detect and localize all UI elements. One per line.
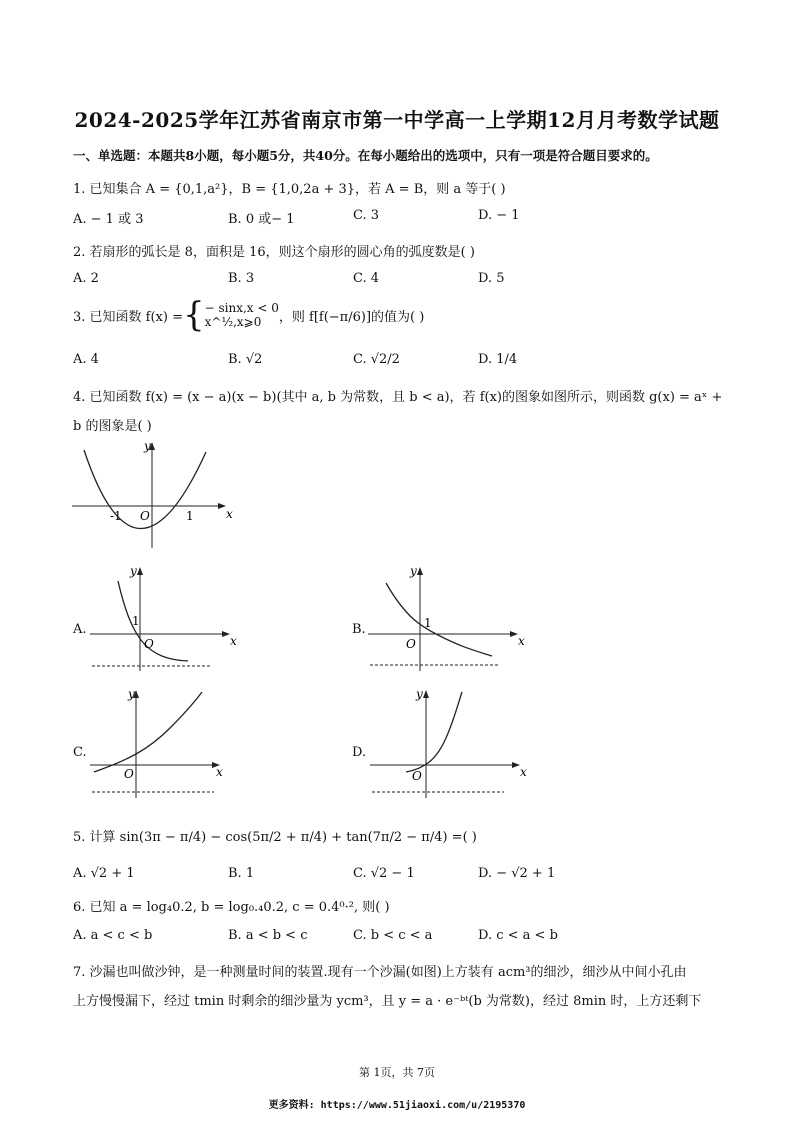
graph-b [366, 563, 526, 673]
root-1-label: 1 [186, 509, 194, 523]
y-label: y [416, 687, 423, 701]
x-label: x [226, 507, 233, 521]
y-label: y [144, 439, 151, 453]
option-c: C. 4 [353, 271, 380, 286]
x-label: x [520, 765, 527, 779]
option-b: B. 0 或− 1 [228, 212, 295, 227]
x-label: x [230, 634, 237, 648]
question-4-stem-cont: b 的图象是( ) [73, 419, 152, 434]
intercept-label: 1 [424, 616, 432, 630]
piece-2: x^½,x⩾0 [204, 315, 262, 329]
page-footer: 第 1页，共 7页 [359, 1066, 435, 1079]
option-b: B. 1 [228, 866, 255, 881]
x-arrow-icon [222, 631, 230, 637]
graph-b-label: B. [352, 622, 366, 637]
graph-d-label: D. [352, 745, 367, 760]
page-title: 2024-2025学年江苏省南京市第一中学高一上学期12月月考数学试题 [74, 108, 720, 132]
root-neg1-label: -1 [110, 509, 122, 523]
x-arrow-icon [218, 503, 226, 509]
origin-label: O [144, 637, 154, 651]
origin-label: O [140, 509, 150, 523]
option-a: A. − 1 或 3 [73, 212, 144, 227]
option-b: B. a < b < c [228, 928, 308, 943]
brace-glyph: { [182, 295, 205, 335]
more-resources-link[interactable]: 更多资料: https://www.51jiaoxi.com/u/2195370 [268, 1100, 526, 1111]
y-arrow-icon [417, 567, 423, 575]
option-c: C. √2/2 [353, 352, 400, 367]
x-arrow-icon [510, 631, 518, 637]
piecewise-definition [205, 301, 279, 329]
y-label: y [130, 564, 137, 578]
question-7-stem: 7. 沙漏也叫做沙钟，是一种测量时间的装置.现有一个沙漏(如图)上方装有 acm³的细沙，细沙从中间小孔由 [73, 965, 687, 980]
question-3-suffix: ，则 f[f(−π/6)]的值为( ) [278, 309, 425, 325]
origin-label: O [406, 637, 416, 651]
option-a: A. √2 + 1 [73, 866, 135, 881]
question-3-stem [73, 295, 425, 335]
y-arrow-icon [423, 690, 429, 698]
curve-b [386, 583, 492, 656]
question-5-stem: 5. 计算 sin(3π − π/4) − cos(5π/2 + π/4) + tan(7π/2 − π/4) =( ) [73, 830, 477, 845]
option-b: B. 3 [228, 271, 255, 286]
option-c: C. 3 [353, 208, 380, 223]
option-d: D. − 1 [478, 208, 520, 223]
option-d: D. 1/4 [478, 352, 518, 367]
option-d: D. − √2 + 1 [478, 866, 556, 881]
y-label: y [128, 687, 135, 701]
question-7-stem-cont: 上方慢慢漏下，经过 tmin 时剩余的细沙量为 ycm³，且 y = a · e⁻ᵇᵗ(b 为常数)，经过 8min 时，上方还剩下 [73, 994, 702, 1009]
origin-label: O [412, 769, 422, 783]
graph-d [368, 686, 528, 801]
option-d: D. 5 [478, 271, 505, 286]
graph-a [88, 563, 238, 673]
question-2-stem: 2. 若扇形的弧长是 8，面积是 16，则这个扇形的圆心角的弧度数是( ) [73, 245, 475, 260]
option-a: A. 4 [73, 352, 99, 367]
x-label: x [216, 765, 223, 779]
intercept-label: 1 [132, 614, 140, 628]
graph-c-label: C. [73, 745, 87, 760]
graph-fx [70, 438, 240, 553]
option-c: C. √2 − 1 [353, 866, 415, 881]
option-a: A. 2 [73, 271, 99, 286]
option-d: D. c < a < b [478, 928, 558, 943]
section-heading: 一、单选题：本题共8小题，每小题5分，共40分。在每小题给出的选项中，只有一项是符合题目要求的。 [73, 148, 658, 163]
question-1-stem: 1. 已知集合 A = {0,1,a²}，B = {1,0,2a + 3}，若 A = B，则 a 等于( ) [73, 182, 506, 197]
question-4-stem: 4. 已知函数 f(x) = (x − a)(x − b)(其中 a, b 为常数，且 b < a)，若 f(x)的图象如图所示，则函数 g(x) = aˣ + [73, 390, 723, 405]
origin-label: O [124, 767, 134, 781]
graph-c [88, 686, 238, 801]
curve-d [406, 692, 462, 772]
option-c: C. b < c < a [353, 928, 433, 943]
option-b: B. √2 [228, 352, 263, 367]
graph-a-label: A. [73, 622, 87, 637]
option-a: A. a < c < b [73, 928, 153, 943]
question-6-stem: 6. 已知 a = log₄0.2, b = log₀.₄0.2, c = 0.4⁰·², 则( ) [73, 900, 390, 915]
curve-c [94, 692, 202, 772]
question-3-prefix: 3. 已知函数 f(x) = [73, 309, 183, 325]
piece-1: − sinx,x < 0 [204, 301, 279, 315]
y-arrow-icon [137, 567, 143, 575]
x-arrow-icon [512, 762, 520, 768]
x-label: x [518, 634, 525, 648]
y-label: y [410, 564, 417, 578]
